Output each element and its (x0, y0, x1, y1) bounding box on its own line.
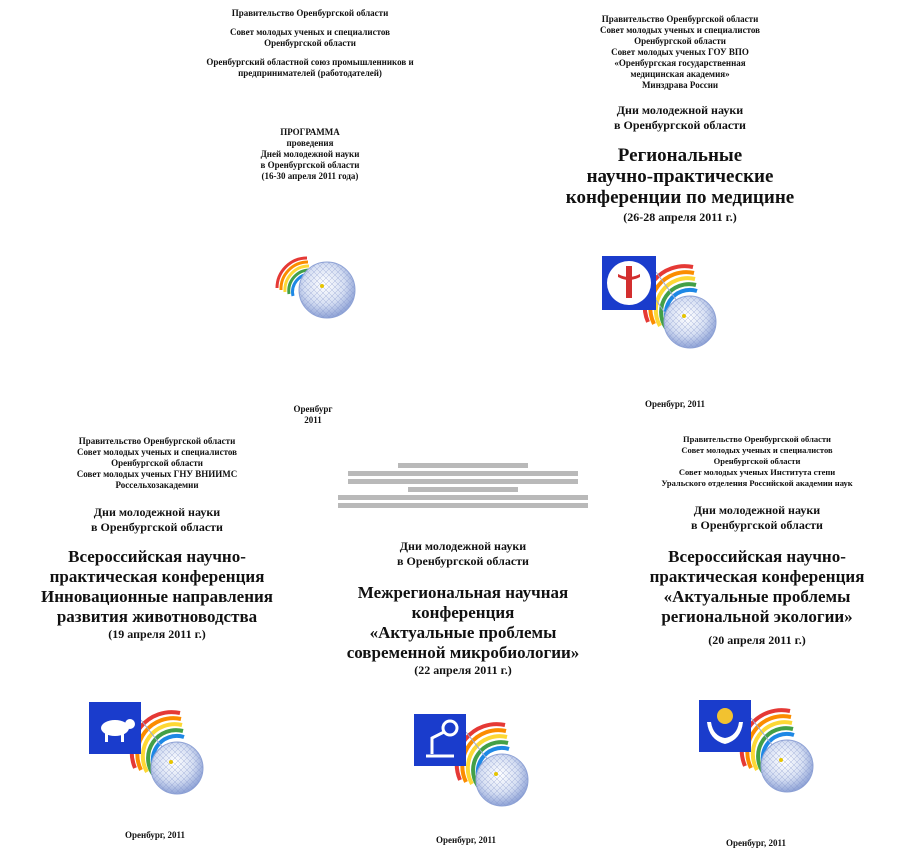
conference-dates: (22 апреля 2011 г.) (414, 663, 512, 677)
livestock-emblem-logo (85, 698, 215, 798)
conference-title: Межрегиональная научная конференция «Актуальные проблемы современной микробиологии» (346, 583, 580, 662)
days-heading: Дни молодежной науки в Оренбургской области (397, 539, 529, 568)
organizers: Правительство Оренбургской области Совет молодых ученых и специалистов Оренбургской области Совет молодых ученых ГНУ ВНИИМС Россельхозакадемии (76, 436, 238, 490)
medical-emblem-logo (598, 252, 728, 352)
cover-program (160, 8, 460, 182)
cover-microbiology (318, 460, 608, 678)
conference-dates: (19 апреля 2011 г.) (108, 627, 206, 641)
microbiology-emblem-logo (410, 710, 540, 810)
cover-city: Оренбург, 2011 (726, 838, 786, 848)
conference-title: Всероссийская научно- практическая конференция «Актуальные проблемы региональной экологии» (649, 547, 865, 626)
cover-medicine (530, 14, 830, 225)
organizers-blurred (318, 463, 608, 533)
ecology-emblem-logo (695, 696, 825, 796)
organizers: Правительство Оренбургской области Совет молодых ученых и специалистов Оренбургской области Совет молодых ученых Института степи Уральского отделения Российской академии наук (661, 434, 853, 488)
program-title: ПРОГРАММА проведения Дней молодежной науки в Оренбургской области (16-30 апреля 2011 года) (260, 127, 360, 181)
cover-city: Оренбург, 2011 (125, 830, 185, 840)
rainbow-globe-icon (272, 248, 362, 323)
conference-dates: (26-28 апреля 2011 г.) (623, 210, 737, 224)
cover-city: Оренбург, 2011 (436, 835, 496, 845)
cover-city: Оренбург 2011 (293, 404, 333, 425)
conference-title: Региональные научно-практические конференции по медицине (565, 145, 795, 208)
cover-livestock (12, 436, 302, 642)
cover-city: Оренбург, 2011 (645, 399, 705, 409)
conference-title: Всероссийская научно- практическая конференция Инновационные направления развития животноводства (41, 547, 273, 626)
organizers: Правительство Оренбургской области Совет молодых ученых и специалистов Оренбургской области Оренбургский областной союз промышленников и предпринимателей (работодателей) (206, 8, 414, 78)
cover-ecology (614, 434, 900, 648)
days-heading: Дни молодежной науки в Оренбургской области (91, 505, 223, 534)
conference-dates: (20 апреля 2011 г.) (708, 633, 806, 647)
days-heading: Дни молодежной науки в Оренбургской области (614, 103, 746, 132)
organizers: Правительство Оренбургской области Совет молодых ученых и специалистов Оренбургской области Совет молодых ученых ГОУ ВПО «Оренбургская государственная медицинская академия» Минздрава России (599, 14, 761, 90)
days-heading: Дни молодежной науки в Оренбургской области (691, 503, 823, 532)
